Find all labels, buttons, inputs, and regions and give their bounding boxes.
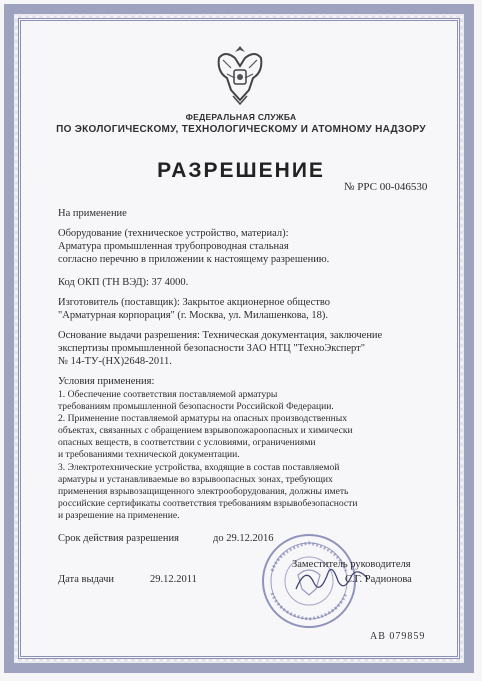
issue-date: 29.12.2011 <box>150 574 197 585</box>
permit-number: № РРС 00-046530 <box>344 181 428 193</box>
agency-line1: ФЕДЕРАЛЬНАЯ СЛУЖБА <box>185 112 297 122</box>
validity-label: Срок действия разрешения <box>58 533 179 544</box>
document-title: РАЗРЕШЕНИЕ <box>157 159 325 182</box>
purpose-text: На применение <box>58 208 127 219</box>
condition-line: и требованиями технической документации. <box>58 449 240 460</box>
issue-label: Дата выдачи <box>58 574 115 585</box>
equipment-line2: согласно перечню в приложении к настоящему разрешению. <box>58 254 330 265</box>
basis-line2: экспертизы промышленной безопасности ЗАО НТЦ "ТехноЭксперт" <box>58 343 366 354</box>
condition-line: опасных веществ, в соответствии с условиями, ограничениями <box>58 437 316 448</box>
conditions-title: Условия применения: <box>58 376 155 387</box>
condition-line: 1. Обеспечение соответствия поставляемой арматуры <box>58 389 278 400</box>
condition-line: требованиям промышленной безопасности Российской Федерации. <box>58 401 334 412</box>
condition-line: и разрешение на применение. <box>58 510 180 521</box>
equipment-line1: Арматура промышленная трубопроводная стальная <box>58 241 289 252</box>
condition-line: 2. Применение поставляемой арматуры на опасных производственных <box>58 413 348 424</box>
condition-line: объектах, связанных с обращением взрывопожароопасных и химически <box>58 425 353 436</box>
condition-line: российские сертификаты соответствия требованиям взрывобезопасности <box>58 498 358 509</box>
equipment-label: Оборудование (техническое устройство, материал): <box>58 228 289 239</box>
manufacturer-line2: "Арматурная корпорация" (г. Москва, ул. Милашенкова, 18). <box>58 310 329 321</box>
coat-of-arms-icon <box>209 38 271 108</box>
okp-code: Код ОКП (ТН ВЭД): 37 4000. <box>58 277 189 288</box>
basis-line1: Основание выдачи разрешения: Техническая документация, заключение <box>58 330 383 341</box>
condition-line: арматуры и устанавливаемые во взрывоопасных зонах, требующих <box>58 474 333 485</box>
serial-number: АВ 079859 <box>370 631 426 642</box>
condition-line: применения взрывозащищенного электрооборудования, должны иметь <box>58 486 349 497</box>
signer-title: Заместитель руководителя <box>292 559 411 570</box>
basis-line3: № 14-ТУ-(НХ)2648-2011. <box>58 356 172 367</box>
validity-date: до 29.12.2016 <box>213 533 274 544</box>
agency-line2: ПО ЭКОЛОГИЧЕСКОМУ, ТЕХНОЛОГИЧЕСКОМУ И АТОМНОМУ НАДЗОРУ <box>56 124 426 135</box>
signer-name: С.Г. Радионова <box>345 574 412 585</box>
condition-line: 3. Электротехнические устройства, входящие в состав поставляемой <box>58 462 340 473</box>
manufacturer-line1: Изготовитель (поставщик): Закрытое акционерное общество <box>58 297 331 308</box>
